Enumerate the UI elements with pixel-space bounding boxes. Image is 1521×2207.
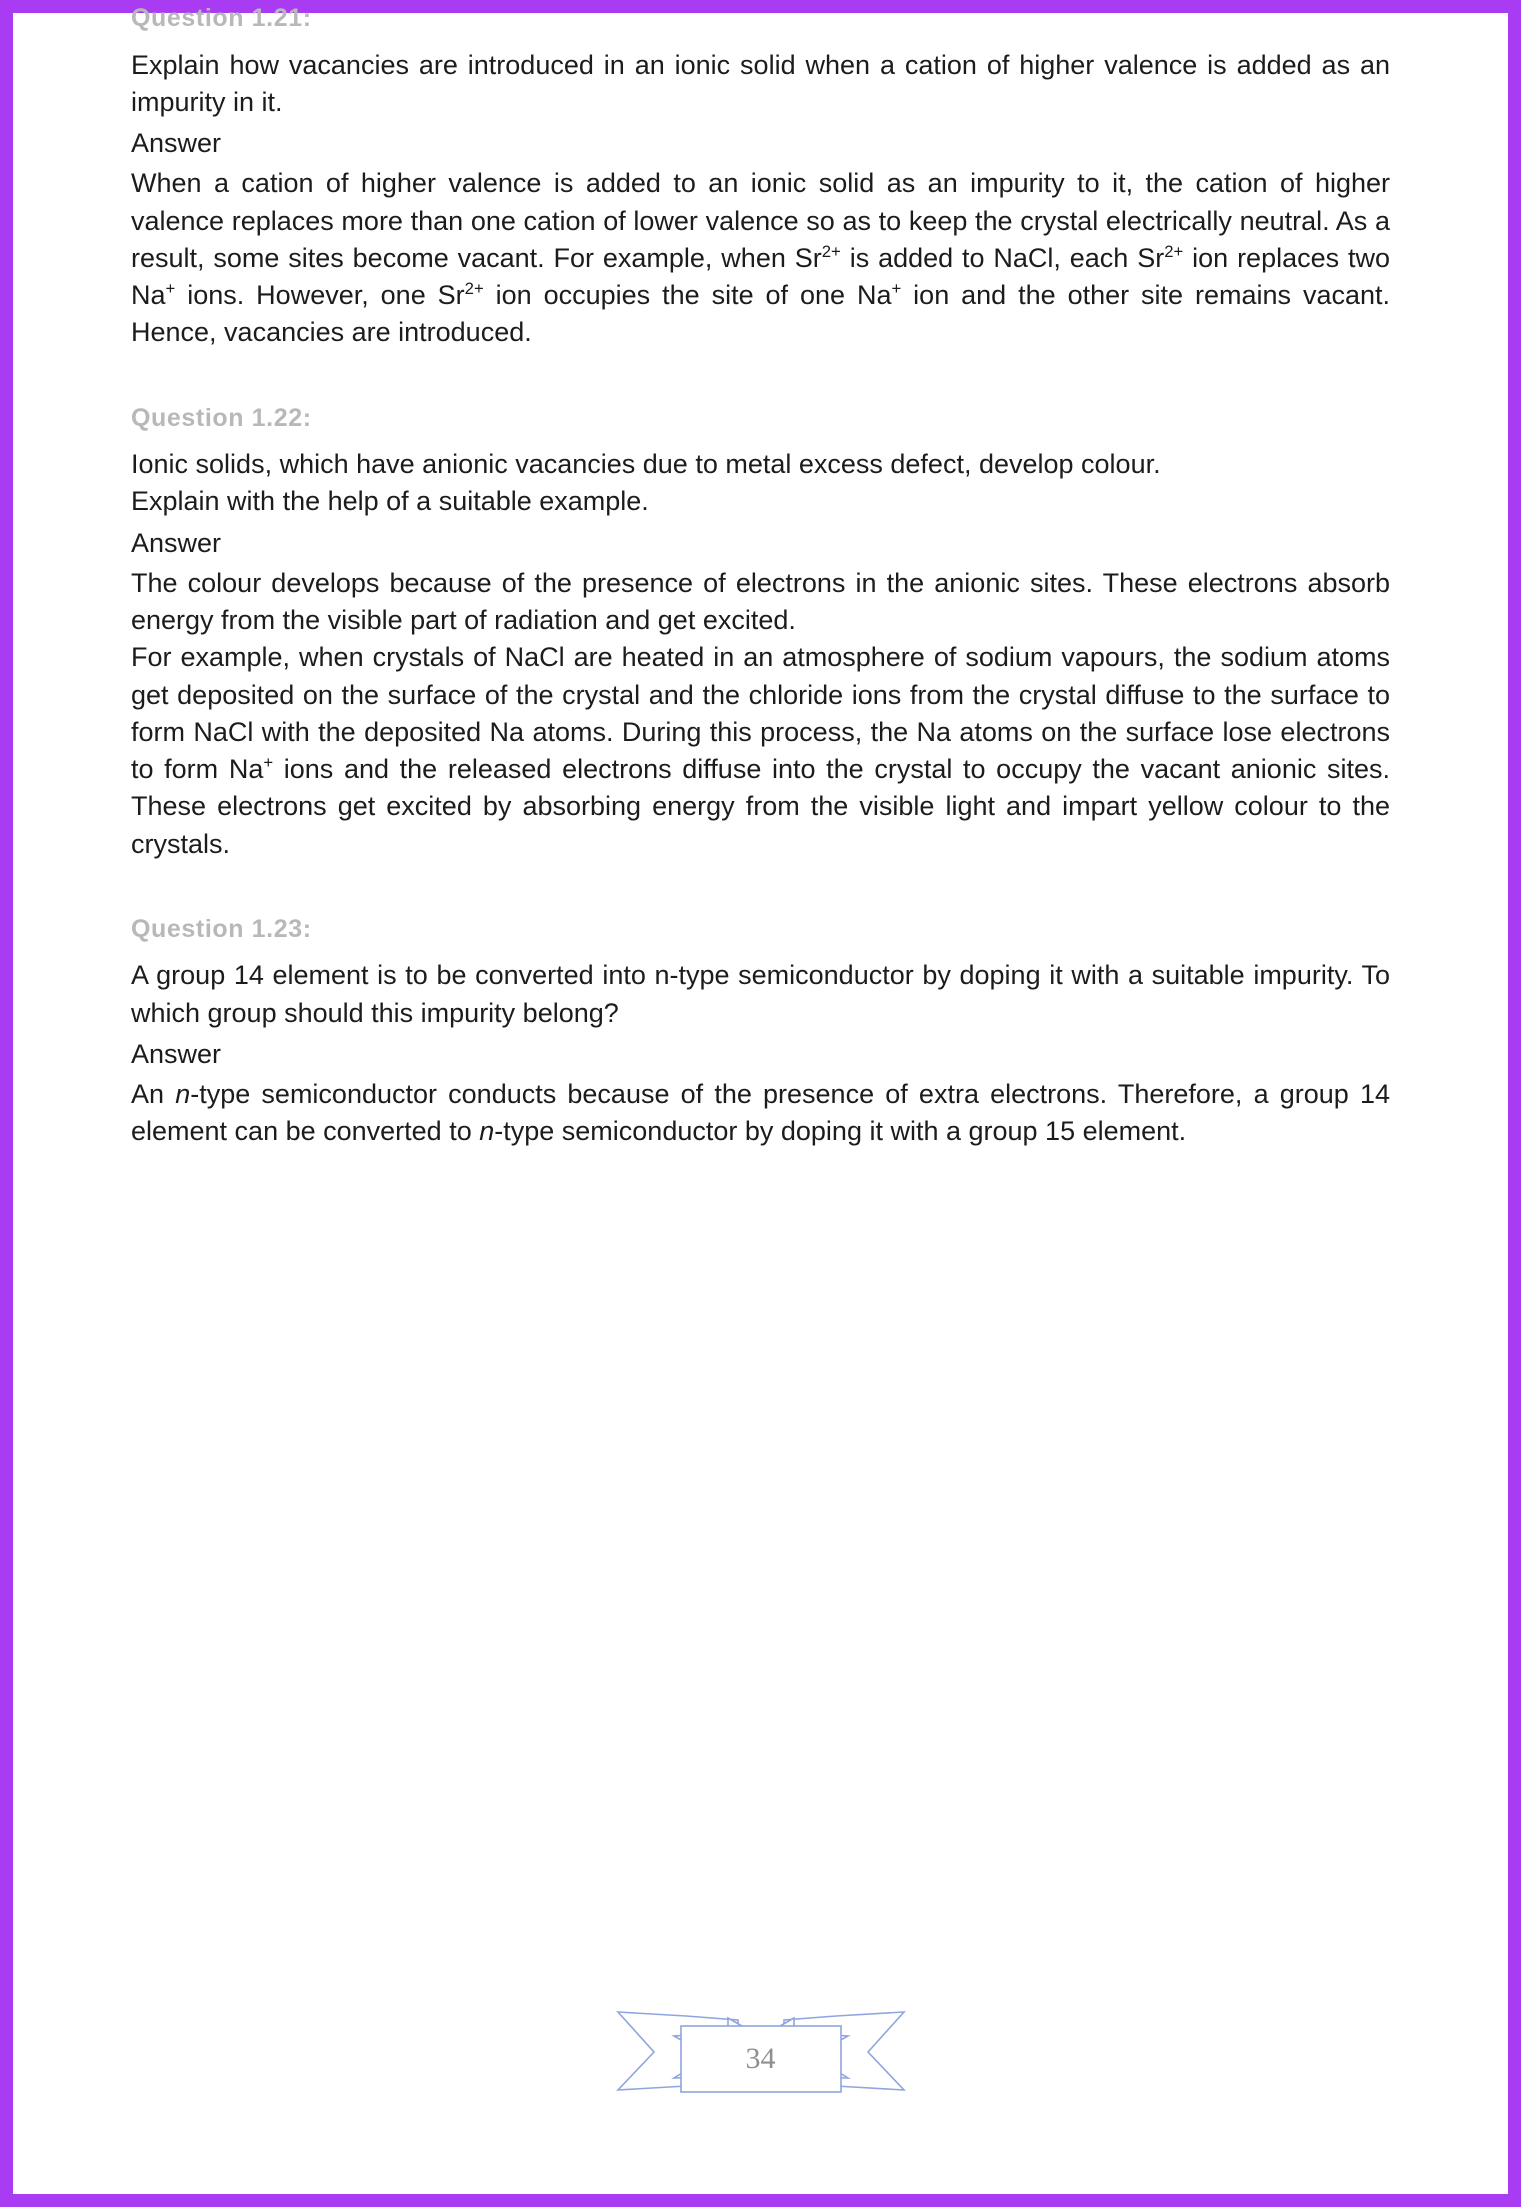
ribbon-icon xyxy=(616,1998,906,2098)
answer-paragraph-2: For example, when crystals of NaCl are heated in an atmosphere of sodium vapours, the sodium atoms get deposited on the surface of the crystal and the chloride ions from the crystal diffuse to the surface to form NaCl with the deposited Na atoms. During this process, the Na atoms on the surface lose electrons to form Na+ ions and the released electrons diffuse into the crystal to occupy the vacant anionic sites. These electrons get excited by absorbing energy from the visible light and impart yellow colour to the crystals. xyxy=(131,642,1390,859)
question-block-3 xyxy=(131,911,1390,1151)
question-text: A group 14 element is to be converted into n-type semiconductor by doping it with a suitable impurity. To which group should this impurity belong? xyxy=(131,960,1390,1028)
page-content xyxy=(131,0,1390,1151)
answer-paragraph: When a cation of higher valence is added to an ionic solid as an impurity to it, the cation of higher valence replaces more than one cation of lower valence so as to keep the crystal electrically neutral. As a result, some sites become vacant. For example, when $Sr^{2+}$ is added to NaCl, each $Sr^{2+}$ ion replaces two Na+ ions. However, one $Sr^{2+}$ ion occupies the site of one Na+ ion and the other site remains vacant. Hence, vacancies are introduced. xyxy=(131,168,1391,348)
question-heading: Question 1.22: xyxy=(131,403,312,432)
page-number-ribbon xyxy=(0,1998,1521,2103)
question-block-2 xyxy=(131,400,1390,863)
question-text-line-2: Explain with the help of a suitable example. xyxy=(131,486,649,517)
answer-paragraph-1: The colour develops because of the presence of electrons in the anionic sites. These electrons absorb energy from the visible part of radiation and get excited. xyxy=(131,567,1390,635)
page-number: 34 xyxy=(745,2042,776,2075)
section-spacer xyxy=(131,352,1390,400)
answer-paragraph: An n-type semiconductor conducts because of the presence of extra electrons. Therefore, a group 14 element can be converted to n-type semiconductor by doping it with a group 15 element. xyxy=(131,1079,1391,1147)
answer-label: Answer xyxy=(131,1038,222,1069)
question-heading: Question 1.21: xyxy=(131,4,312,32)
question-text: Explain how vacancies are introduced in an ionic solid when a cation of higher valence is added as an impurity in it. xyxy=(131,49,1390,117)
answer-label: Answer xyxy=(131,527,222,558)
answer-label: Answer xyxy=(131,128,222,158)
question-block-1 xyxy=(131,0,1390,352)
question-text-line-1: Ionic solids, which have anionic vacancies due to metal excess defect, develop colour. xyxy=(131,449,1161,479)
question-heading: Question 1.23: xyxy=(131,914,312,943)
section-spacer xyxy=(131,863,1390,911)
